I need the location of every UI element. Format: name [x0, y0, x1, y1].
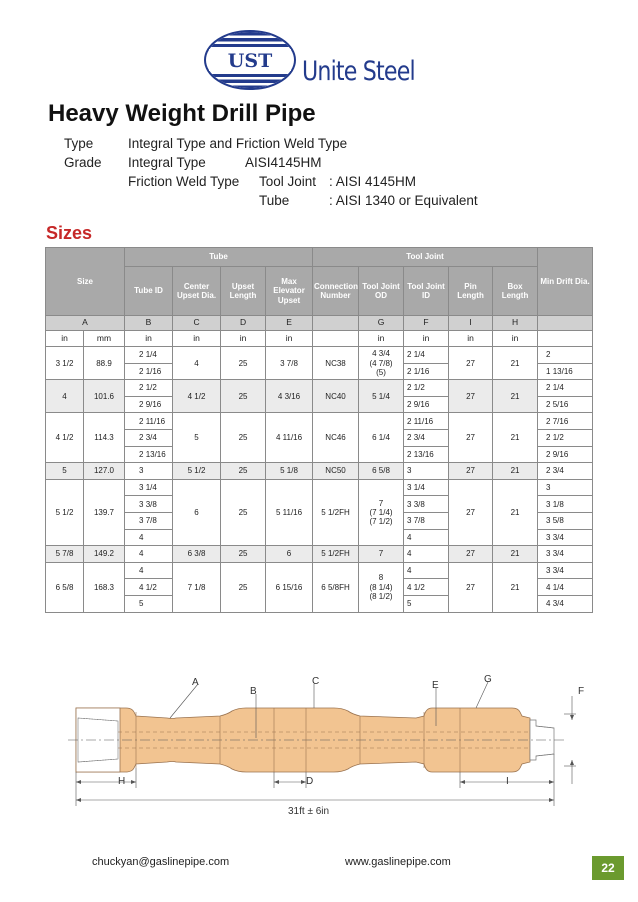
unit-in: in [46, 331, 84, 347]
cell-box-length: 21 [493, 380, 538, 413]
cell-min-drift: 3 3/4 [538, 562, 593, 579]
letter-b: B [125, 316, 173, 331]
cell-size-mm: 101.6 [84, 380, 125, 413]
cell-center-upset: 5 1/2 [173, 463, 221, 480]
cell-size-mm: 127.0 [84, 463, 125, 480]
header-max-elevator: Max Elevator Upset [266, 267, 313, 316]
cell-min-drift: 1 13/16 [538, 363, 593, 380]
brand-name: Unite Steel [302, 56, 415, 87]
cell-pin-length: 27 [449, 413, 493, 463]
cell-tool-od: 5 1/4 [359, 380, 404, 413]
cell-connection: 5 1/2FH [313, 546, 359, 563]
letter-empty [538, 316, 593, 331]
cell-tube-id: 4 [125, 562, 173, 579]
cell-tool-od: 7 (7 1/4) (7 1/2) [359, 479, 404, 545]
cell-size-in: 3 1/2 [46, 347, 84, 380]
cell-tool-od: 6 5/8 [359, 463, 404, 480]
cell-connection: NC46 [313, 413, 359, 463]
letter-i: I [449, 316, 493, 331]
pipe-diagram [60, 668, 600, 828]
cell-tube-id: 3 [125, 463, 173, 480]
letter-d: D [221, 316, 266, 331]
header-tool-id: Tool Joint ID [404, 267, 449, 316]
cell-upset-length: 25 [221, 413, 266, 463]
cell-tube-id: 4 [125, 546, 173, 563]
header-tool-od: Tool Joint OD [359, 267, 404, 316]
label-g: G [484, 674, 492, 685]
brand-logo [203, 30, 413, 92]
table-row [46, 380, 593, 397]
spec-grade-label: Grade [64, 155, 102, 170]
cell-pin-length: 27 [449, 546, 493, 563]
footer-website[interactable]: www.gaslinepipe.com [345, 856, 451, 868]
cell-size-in: 4 [46, 380, 84, 413]
cell-tool-id: 2 1/16 [404, 363, 449, 380]
header-connection: Connection Number [313, 267, 359, 316]
cell-box-length: 21 [493, 546, 538, 563]
cell-size-in: 4 1/2 [46, 413, 84, 463]
unit-in: in [359, 331, 404, 347]
unit-in: in [493, 331, 538, 347]
cell-tool-id: 3 3/8 [404, 496, 449, 513]
cell-upset-length: 25 [221, 479, 266, 545]
label-a: A [192, 677, 199, 688]
cell-min-drift: 3 [538, 479, 593, 496]
pipe-body [68, 708, 564, 772]
cell-pin-length: 27 [449, 562, 493, 612]
header-box-length: Box Length [493, 267, 538, 316]
cell-min-drift: 4 3/4 [538, 595, 593, 612]
cell-tube-id: 2 11/16 [125, 413, 173, 430]
cell-tube-id: 2 13/16 [125, 446, 173, 463]
cell-connection: NC40 [313, 380, 359, 413]
spec-grade-integral-value: AISI4145HM [245, 155, 322, 170]
spec-tube-label: Tube [259, 193, 290, 208]
cell-max-elevator: 5 1/8 [266, 463, 313, 480]
cell-tube-id: 5 [125, 595, 173, 612]
cell-center-upset: 7 1/8 [173, 562, 221, 612]
cell-center-upset: 6 [173, 479, 221, 545]
cell-min-drift: 2 1/2 [538, 429, 593, 446]
table-row [46, 546, 593, 563]
label-f: F [578, 686, 585, 697]
cell-min-drift: 2 9/16 [538, 446, 593, 463]
cell-tube-id: 3 7/8 [125, 512, 173, 529]
cell-center-upset: 6 3/8 [173, 546, 221, 563]
cell-tube-id: 2 1/16 [125, 363, 173, 380]
cell-min-drift: 2 [538, 347, 593, 364]
cell-tube-id: 2 1/4 [125, 347, 173, 364]
cell-size-mm: 139.7 [84, 479, 125, 545]
cell-center-upset: 5 [173, 413, 221, 463]
letter-h: H [493, 316, 538, 331]
label-c: C [312, 676, 320, 687]
cell-box-length: 21 [493, 479, 538, 545]
cell-connection: 5 1/2FH [313, 479, 359, 545]
cell-size-mm: 168.3 [84, 562, 125, 612]
cell-tool-id: 3 1/4 [404, 479, 449, 496]
header-center-upset: Center Upset Dia. [173, 267, 221, 316]
cell-tool-od: 8 (8 1/4) (8 1/2) [359, 562, 404, 612]
cell-tool-od: 6 1/4 [359, 413, 404, 463]
cell-box-length: 21 [493, 463, 538, 480]
letter-f: F [404, 316, 449, 331]
label-total-length: 31ft ± 6in [288, 806, 330, 817]
logo-text: UST [227, 50, 273, 72]
header-pin-length: Pin Length [449, 267, 493, 316]
cell-tool-id: 4 [404, 529, 449, 546]
cell-tool-od: 7 [359, 546, 404, 563]
table-row [46, 463, 593, 480]
cell-pin-length: 27 [449, 380, 493, 413]
cell-pin-length: 27 [449, 479, 493, 545]
unit-in: in [221, 331, 266, 347]
cell-min-drift: 2 7/16 [538, 413, 593, 430]
label-i: I [506, 776, 509, 787]
cell-tube-id: 2 1/2 [125, 380, 173, 397]
cell-size-in: 5 1/2 [46, 479, 84, 545]
header-upset-length: Upset Length [221, 267, 266, 316]
header-group-tool-joint: Tool Joint [313, 248, 538, 267]
cell-size-mm: 88.9 [84, 347, 125, 380]
spec-tube-value: : AISI 1340 or Equivalent [329, 193, 478, 208]
cell-pin-length: 27 [449, 463, 493, 480]
cell-tool-od: 4 3/4 (4 7/8) (5) [359, 347, 404, 380]
cell-size-mm: 149.2 [84, 546, 125, 563]
header-tube-id: Tube ID [125, 267, 173, 316]
cell-tool-id: 2 11/16 [404, 413, 449, 430]
spec-type-value: Integral Type and Friction Weld Type [128, 136, 348, 151]
cell-size-in: 6 5/8 [46, 562, 84, 612]
cell-box-length: 21 [493, 562, 538, 612]
spec-grade-friction-label: Friction Weld Type [128, 174, 240, 189]
letter-e: E [266, 316, 313, 331]
globe-logo-icon [203, 30, 297, 90]
cell-min-drift: 3 1/8 [538, 496, 593, 513]
unit-in: in [125, 331, 173, 347]
sizes-heading: Sizes [46, 223, 93, 243]
cell-tool-id: 2 9/16 [404, 396, 449, 413]
table-row [46, 562, 593, 579]
sizes-table-wrapper [45, 247, 592, 613]
cell-max-elevator: 6 [266, 546, 313, 563]
cell-upset-length: 25 [221, 347, 266, 380]
cell-min-drift: 2 5/16 [538, 396, 593, 413]
cell-tool-id: 3 7/8 [404, 512, 449, 529]
cell-tool-id: 3 [404, 463, 449, 480]
cell-tube-id: 2 9/16 [125, 396, 173, 413]
cell-tube-id: 4 1/2 [125, 579, 173, 596]
letter-empty [313, 316, 359, 331]
cell-tube-id: 4 [125, 529, 173, 546]
unit-mm: mm [84, 331, 125, 347]
cell-center-upset: 4 1/2 [173, 380, 221, 413]
cell-size-in: 5 [46, 463, 84, 480]
unit-empty [313, 331, 359, 347]
spec-tool-joint-label: Tool Joint [259, 174, 317, 189]
cell-tool-id: 2 1/2 [404, 380, 449, 397]
cell-size-mm: 114.3 [84, 413, 125, 463]
cell-max-elevator: 3 7/8 [266, 347, 313, 380]
cell-max-elevator: 5 11/16 [266, 479, 313, 545]
cell-tube-id: 3 1/4 [125, 479, 173, 496]
cell-upset-length: 25 [221, 546, 266, 563]
cell-connection: NC38 [313, 347, 359, 380]
cell-size-in: 5 7/8 [46, 546, 84, 563]
cell-connection: 6 5/8FH [313, 562, 359, 612]
table-row [46, 413, 593, 430]
table-row [46, 347, 593, 364]
spec-tool-joint-value: : AISI 4145HM [329, 174, 417, 189]
letter-a: A [46, 316, 125, 331]
header-min-drift: Min Drift Dia. [538, 248, 593, 316]
cell-max-elevator: 6 15/16 [266, 562, 313, 612]
cell-tool-id: 4 [404, 562, 449, 579]
cell-connection: NC50 [313, 463, 359, 480]
unit-in: in [449, 331, 493, 347]
cell-min-drift: 3 5/8 [538, 512, 593, 529]
cell-min-drift: 4 1/4 [538, 579, 593, 596]
sizes-table [45, 247, 593, 613]
spec-grade-integral-label: Integral Type [128, 155, 206, 170]
cell-min-drift: 3 3/4 [538, 529, 593, 546]
cell-tube-id: 2 3/4 [125, 429, 173, 446]
page-number-badge: 22 [592, 856, 624, 880]
cell-min-drift: 2 1/4 [538, 380, 593, 397]
unit-in: in [266, 331, 313, 347]
footer-email[interactable]: chuckyan@gaslinepipe.com [92, 856, 230, 868]
cell-tube-id: 3 3/8 [125, 496, 173, 513]
letter-g: G [359, 316, 404, 331]
label-b: B [250, 686, 257, 697]
label-d: D [306, 776, 314, 787]
unit-in: in [173, 331, 221, 347]
cell-upset-length: 25 [221, 562, 266, 612]
cell-tool-id: 4 [404, 546, 449, 563]
cell-tool-id: 2 13/16 [404, 446, 449, 463]
cell-max-elevator: 4 3/16 [266, 380, 313, 413]
table-body [46, 347, 593, 613]
cell-tool-id: 2 3/4 [404, 429, 449, 446]
unit-in: in [404, 331, 449, 347]
letter-c: C [173, 316, 221, 331]
label-e: E [432, 680, 439, 691]
cell-upset-length: 25 [221, 380, 266, 413]
cell-tool-id: 4 1/2 [404, 579, 449, 596]
cell-center-upset: 4 [173, 347, 221, 380]
page-title: Heavy Weight Drill Pipe [48, 100, 316, 127]
header-group-tube: Tube [125, 248, 313, 267]
cell-box-length: 21 [493, 413, 538, 463]
cell-pin-length: 27 [449, 347, 493, 380]
label-h: H [118, 776, 126, 787]
cell-tool-id: 2 1/4 [404, 347, 449, 364]
cell-box-length: 21 [493, 347, 538, 380]
cell-upset-length: 25 [221, 463, 266, 480]
unit-empty [538, 331, 593, 347]
table-row [46, 479, 593, 496]
cell-min-drift: 3 3/4 [538, 546, 593, 563]
header-size: Size [46, 248, 125, 316]
cell-min-drift: 2 3/4 [538, 463, 593, 480]
spec-type-label: Type [64, 136, 94, 151]
cell-tool-id: 5 [404, 595, 449, 612]
cell-max-elevator: 4 11/16 [266, 413, 313, 463]
